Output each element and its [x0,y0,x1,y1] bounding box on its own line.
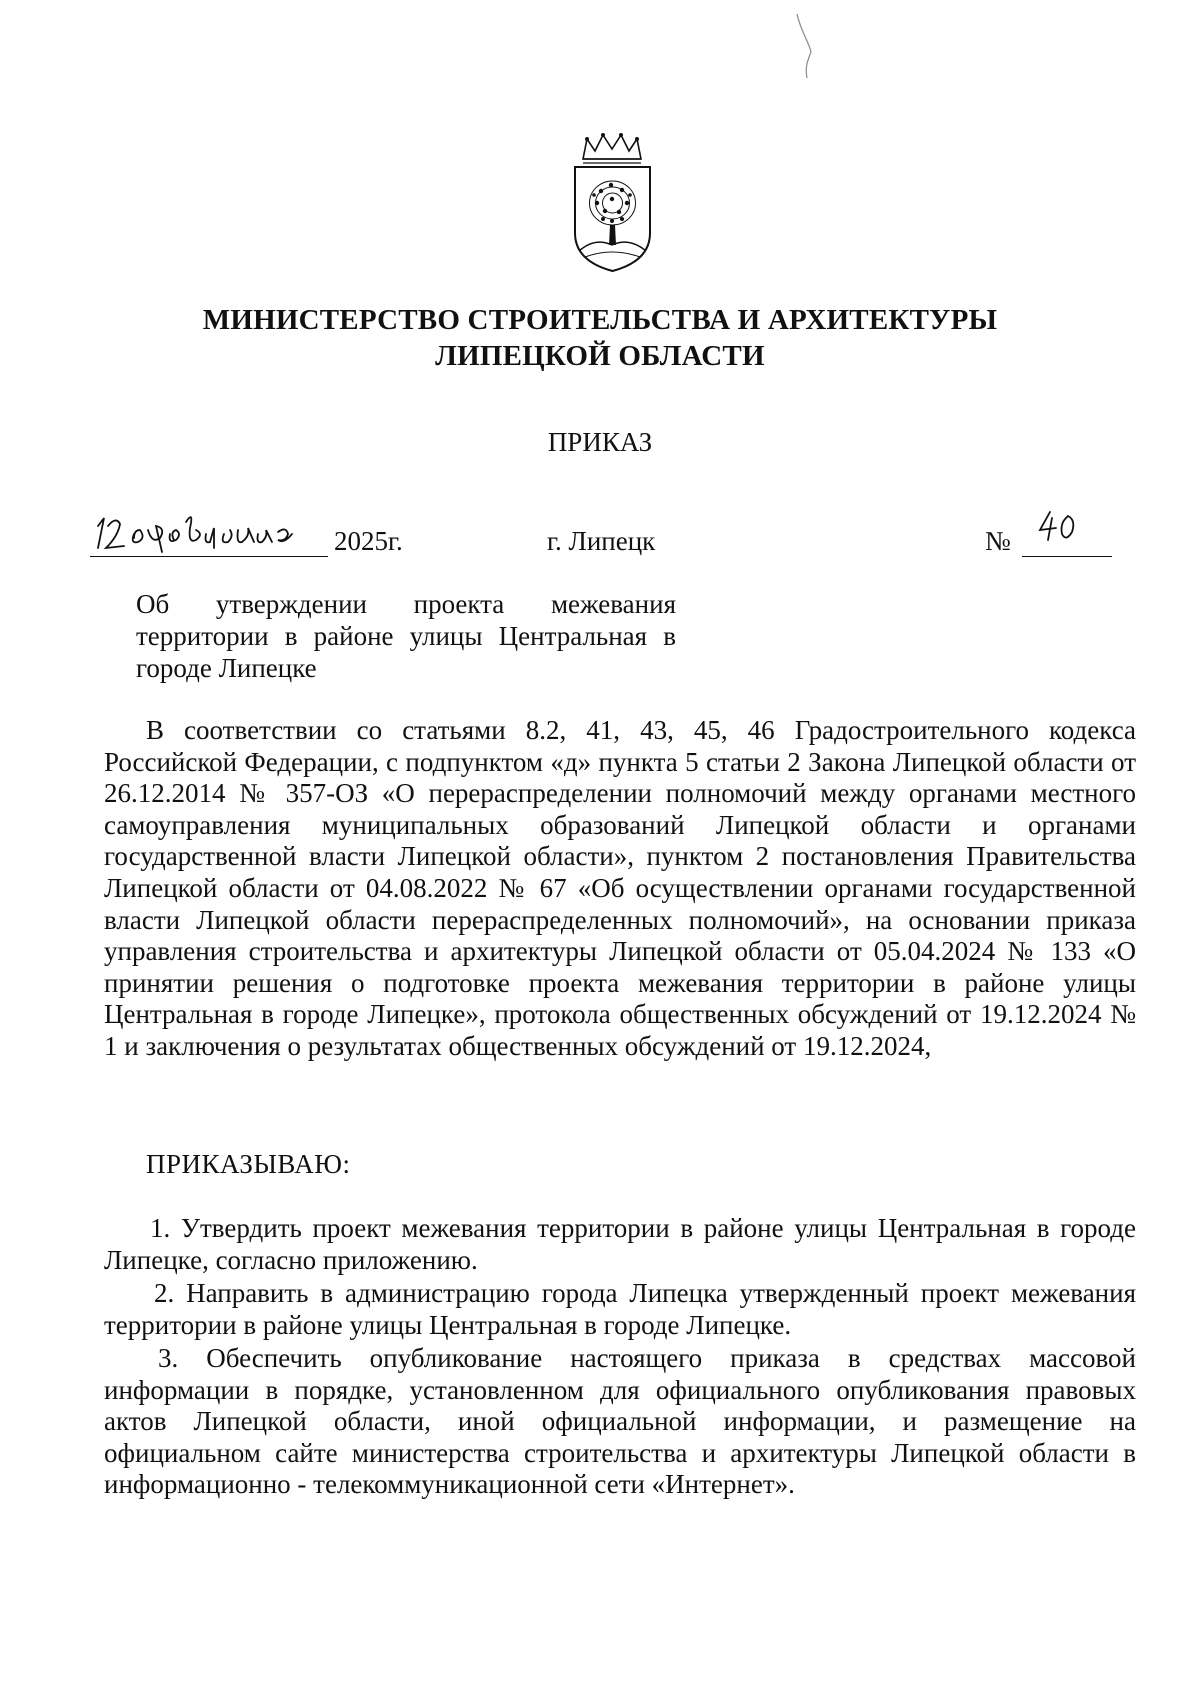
document-type: ПРИКАЗ [547,427,653,457]
date-number-line [0,516,1200,564]
handwritten-number-icon [1032,506,1092,546]
number-label: № [985,526,1011,556]
scan-mark-icon [795,12,825,82]
order-subject: Об утверждении проекта межевания территории в районе улицы Центральная в городе Липецке [136,589,676,683]
handwritten-number [1022,516,1112,557]
lipetsk-coat-of-arms-icon [565,133,660,273]
date-year: 2025г. [334,526,403,556]
order-word: ПРИКАЗЫВАЮ: [146,1149,351,1179]
order-item-2: 2. Направить в администрацию города Липецка утвержденный проект межевания территории в районе улицы Центральная в городе Липецке. [104,1278,1136,1340]
ministry-name [0,302,1200,374]
order-item-3: 3. Обеспечить опубликование настоящего приказа в средствах массовой информации в порядке, установленном для официального опубликования правовых актов Липецкой области, иной официальной информации, и размещение на официальном сайте министерства строительства и архитектуры Липецкой области в информационно - телекоммуникационной сети «Интернет». [104,1343,1136,1500]
ministry-line-1: МИНИСТЕРСТВО СТРОИТЕЛЬСТВА И АРХИТЕКТУРЫ [202,304,998,336]
handwritten-date [90,516,328,557]
preamble-paragraph: В соответствии со статьями 8.2, 41, 43, 45, 46 Градостроительного кодекса Российской Федерации, с подпунктом «д» пункта 5 статьи 2 Закона Липецкой области от 26.12.2014 № 357-ОЗ «О перераспределении полномочий между органами местного самоуправления муниципальных образований Липецкой области и органами государственной власти Липецкой области», пунктом 2 постановления Правительства Липецкой области от 04.08.2022 № 67 «Об осуществлении органами государственной власти Липецкой области перераспределенных полномочий», на основании приказа управления строительства и архитектуры Липецкой области от 05.04.2024 № 133 «О принятии решения о подготовке проекта межевания территории в районе улицы Центральная в городе Липецке», протокола общественных обсуждений от 19.12.2024 № 1 и заключения о результатах общественных обсуждений от 19.12.2024, [104,715,1136,1061]
ministry-line-2: ЛИПЕЦКОЙ ОБЛАСТИ [435,340,765,372]
order-item-1: 1. Утвердить проект межевания территории в районе улицы Центральная в городе Липецке, согласно приложению. [104,1213,1136,1275]
handwritten-date-icon [90,504,328,556]
city: г. Липецк [547,526,656,556]
